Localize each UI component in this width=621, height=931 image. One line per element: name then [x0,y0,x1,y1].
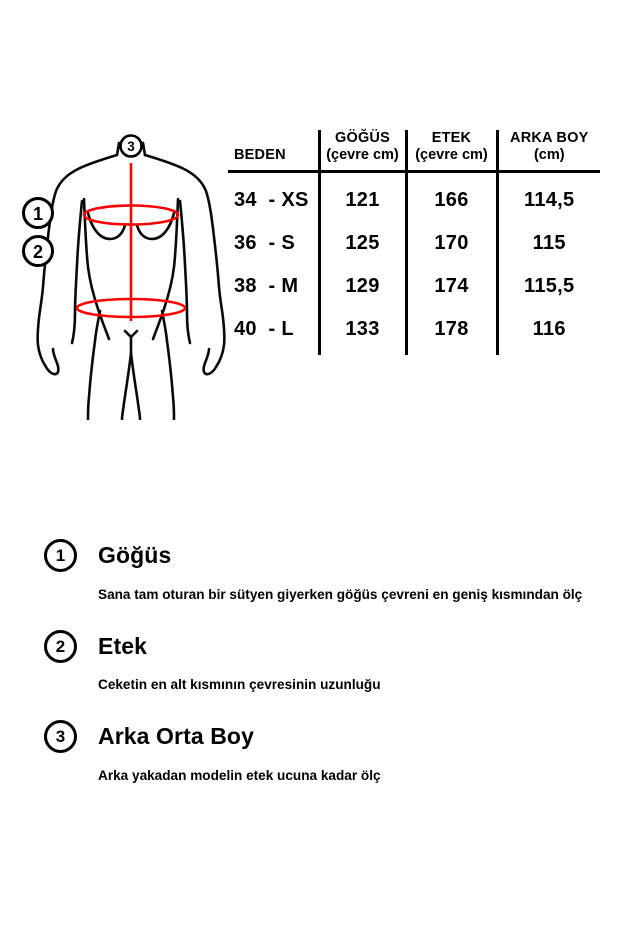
cell-gogus: 125 [319,222,406,265]
size-table-container [228,130,600,355]
size-chart-top-area [0,0,621,430]
column-header-beden [228,130,319,172]
column-header-arka-boy-line1: ARKA BOY [510,130,589,146]
cell-arka-boy: 115 [497,222,600,265]
column-header-etek-line1: ETEK [431,130,472,146]
legend-item-etek [0,626,621,694]
column-header-arka-boy [497,130,600,172]
legend-description-etek: Ceketin en alt kısmının çevresinin uzunluğu [98,677,381,693]
cell-etek: 170 [406,222,497,265]
legend-title-arka-orta-boy: Arka Orta Boy [98,723,254,750]
diagram-marker-1-label: 1 [32,204,44,224]
cell-beden: 40 - L [234,318,294,341]
cell-beden: 38 - M [234,275,299,298]
cell-etek: 174 [406,265,497,308]
legend-item-arka-orta-boy [0,717,621,785]
cell-arka-boy: 116 [497,308,600,355]
column-header-gogus-line2: (çevre cm) [326,147,399,164]
legend-title-etek: Etek [98,632,147,659]
cell-gogus: 121 [319,172,406,223]
column-header-beden-line1: BEDEN [234,147,286,164]
diagram-marker-2 [24,237,53,266]
legend-description-gogus: Sana tam oturan bir sütyen giyerken göğüs çevreni en geniş kısmından ölç [98,587,583,602]
measurement-legend [0,535,621,789]
size-table [228,130,600,355]
cell-gogus: 129 [319,265,406,308]
cell-etek: 178 [406,308,497,355]
table-row [228,308,600,355]
table-row [228,172,600,223]
legend-item-gogus [0,535,621,604]
legend-badge-1: 1 [44,539,77,572]
legend-description-arka-orta-boy: Arka yakadan modelin etek ucuna kadar ölç [98,767,381,783]
diagram-marker-2-label: 2 [32,242,44,262]
cell-beden: 34 - XS [234,189,309,212]
cell-arka-boy: 115,5 [497,265,600,308]
diagram-marker-3 [121,136,142,157]
table-row [228,222,600,265]
body-measurement-diagram [12,125,227,420]
cell-beden: 36 - S [234,232,296,255]
column-header-etek-line2: (çevre cm) [415,147,488,164]
diagram-marker-3-label: 3 [127,139,135,154]
cell-arka-boy: 114,5 [497,172,600,223]
table-header-row [228,130,600,172]
legend-title-gogus: Göğüs [98,541,172,568]
cell-etek: 166 [406,172,497,223]
column-header-gogus-line1: GÖĞÜS [335,130,390,146]
cell-gogus: 133 [319,308,406,355]
column-header-gogus [319,130,406,172]
column-header-arka-boy-line2: (cm) [533,147,565,164]
table-row [228,265,600,308]
diagram-marker-1 [24,199,53,228]
column-header-etek [406,130,497,172]
legend-badge-2: 2 [44,630,77,663]
legend-badge-3: 3 [44,720,77,753]
